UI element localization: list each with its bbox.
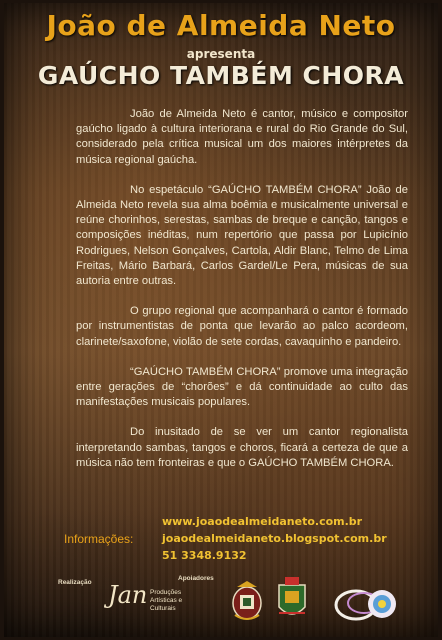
- state-coat-of-arms-icon: [275, 575, 309, 625]
- blog-link[interactable]: joaodealmeidaneto.blogspot.com.br: [162, 532, 387, 545]
- website-link[interactable]: www.joaodealmeidaneto.com.br: [162, 515, 363, 528]
- footer-logos: [4, 571, 438, 637]
- paragraph: No espetáculo “GAÚCHO TAMBÉM CHORA” João de Almeida Neto revela sua alma boêmia e musicalmente universal e reúne chorinhos, serestas, sambas de breque e canção, tangos e composições inéditas, num repertório que passa por Lupicínio Rodrigues, Nelson Gonçalves, Cartola, Aldir Blanc, Telmo de Lima Freitas, Mário Barbará, Carlos Gardel/Le Pera, músicas de sua autoria entre outras.: [76, 183, 408, 288]
- poster-header: [4, 3, 438, 95]
- paragraph: O grupo regional que acompanhará o cantor é formado por instrumentistas de ponta que levarão ao palco acordeom, clarinete/saxofone, violão de sete cordas, cavaquinho e pandeiro.: [76, 305, 408, 348]
- paragraph: “GAÚCHO TAMBÉM CHORA” promove uma integração entre gerações de “chorões” e dá continuidade ao culto das manifestações musicais populares.: [76, 365, 408, 409]
- artist-name: João de Almeida Neto: [46, 9, 396, 42]
- municipal-seal-icon: [229, 579, 265, 625]
- sponsor-swirl-logo-icon: [334, 581, 400, 627]
- poster: [4, 3, 438, 637]
- producer-logo-subtitle: Produções Artísticas e Culturais: [150, 589, 183, 612]
- paragraph: Do inusitado de se ver um cantor regionalista interpretando sambas, tangos e choros, ficará a certeza de que a música não tem fronteiras e que o GAÚCHO TAMBÉM CHORA.: [76, 426, 408, 469]
- contact-info: [64, 515, 424, 565]
- producer-logo-word: Jan: [108, 581, 148, 609]
- contact-label: Informações:: [64, 532, 134, 546]
- apoiadores-label: Apoiadores: [178, 575, 214, 582]
- producer-logo: [106, 581, 202, 629]
- realizacao-label: Realização: [58, 579, 92, 586]
- paragraph: João de Almeida Neto é cantor, músico e compositor gaúcho ligado à cultura interiorana e rural do Rio Grande do Sul, considerado pela crítica musical um dos maiores intérpretes da música regional gaúcha.: [76, 108, 408, 166]
- show-title: GAÚCHO TAMBÉM CHORA: [37, 61, 405, 90]
- phone-number: 51 3348.9132: [162, 549, 247, 562]
- presents-label: apresenta: [186, 47, 256, 61]
- description-text: [76, 107, 408, 486]
